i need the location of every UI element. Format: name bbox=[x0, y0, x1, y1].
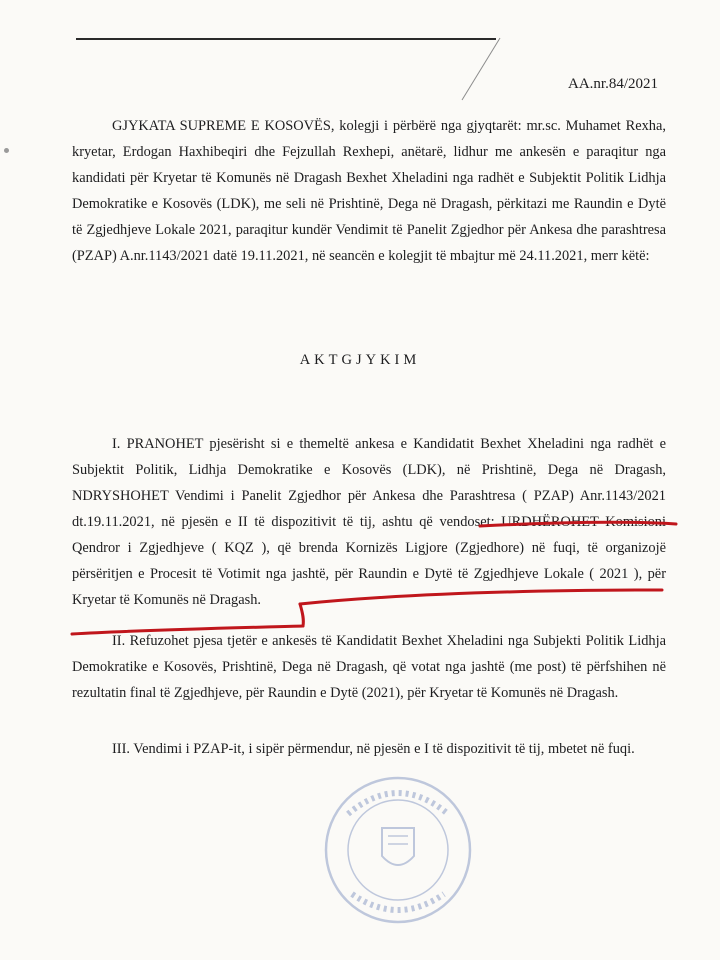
case-number: AA.nr.84/2021 bbox=[568, 76, 658, 92]
ruling-point-3: III. Vendimi i PZAP-it, i sipër përmendur, në pjesën e I të dispozitivit të tij, mbetet në fuqi. bbox=[112, 741, 635, 757]
verdict-heading: AKTGJYKIM bbox=[299, 352, 421, 368]
top-rule bbox=[76, 38, 496, 40]
edge-speck bbox=[4, 148, 9, 153]
intro-paragraph: GJYKATA SUPREME E KOSOVËS, kolegji i përbërë nga gjyqtarët: mr.sc. Muhamet Rexha, kryetar, Erdogan Haxhibeqiri dhe Fejzullah Rexhepi, anëtarë, lidhur me ankesën e paraqitur nga kandidati për Kryetar të Komunës në Dragash Bexhet Xheladini nga radhët e Subjektit Politik Lidhja Demokratike e Kosovës (LDK), me seli në Prishtinë, Dega në Dragash, përkitazi me Raundin e Dytë të Zgjedhjeve Lokale 2021, paraqitur kundër Vendimit të Panelit Zgjedhor për Ankesa dhe parashtresa (PZAP) A.nr.1143/2021 datë 19.11.2021, në seancën e kolegjit të mbajtur më 24.11.2021, merr këtë: bbox=[72, 118, 666, 264]
ruling-point-1: I. PRANOHET pjesërisht si e themeltë ankesa e Kandidatit Bexhet Xheladini nga radhët e Subjektit Politik, Lidhja Demokratike e Kosovës (LDK), në Prishtinë, Dega në Dragash, NDRYSHOHET Vendimi i Panelit Zgjedhor për Ankesa dhe Parashtresa ( PZAP) Anr.1143/2021 dt.19.11.2021, në pjesën e II të dispozitivit të tij, ashtu që vendoset: URDHËROHET Komisioni Qendror i Zgjedhjeve ( KQZ ), që brenda Kornizës Ligjore (Zgjedhore) në fuqi, të organizojë përsëritjen e Procesit të Votimit nga jashtë, për Raundin e Dytë të Zgjedhjeve Lokale ( 2021 ), për Kryetar të Komunës në Dragash. bbox=[72, 436, 666, 608]
court-seal-stamp bbox=[320, 770, 480, 930]
ruling-point-2: II. Refuzohet pjesa tjetër e ankesës të Kandidatit Bexhet Xheladini nga Subjekti Politik Lidhja Demokratike e Kosovës, Prishtinë, Dega në Dragash, që votat nga jashtë (me post) të përfshihen në rezultatin final të Zgjedhjeve, për Raundin e Dytë (2021), për Kryetar të Komunës në Dragash. bbox=[72, 633, 666, 701]
